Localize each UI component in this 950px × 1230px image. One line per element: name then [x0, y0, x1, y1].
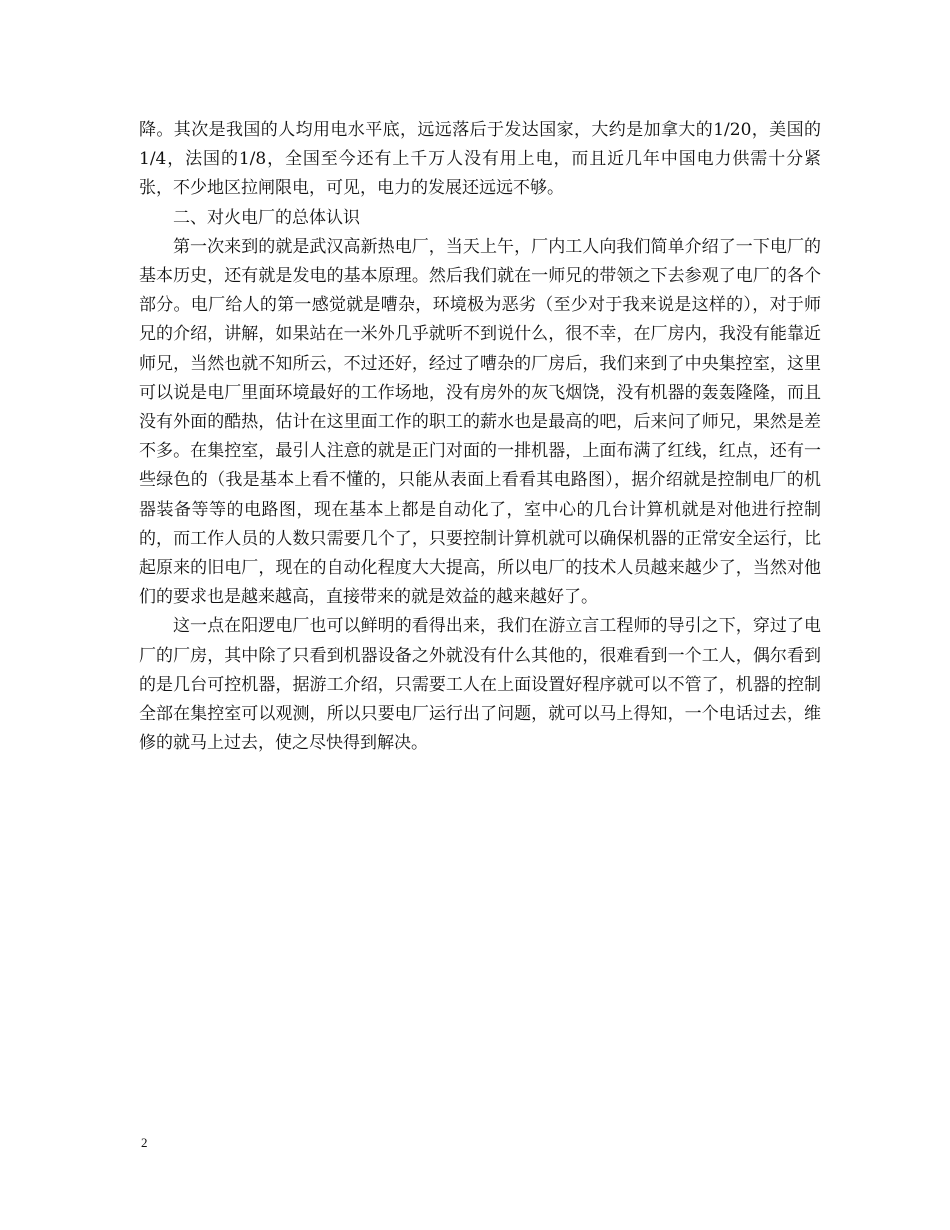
page-number: 2: [141, 1135, 148, 1150]
section-heading-thermal-plant: 二、对火电厂的总体认识: [173, 207, 360, 228]
paragraph-wuhan-plant-visit: 第一次来到的就是武汉高新热电厂，当天上午，厂内工人向我们简单介绍了一下电厂的基本历史，还有就是发电的基本原理。然后我们就在一师兄的带领之下去参观了电厂的各个部分。电厂给人的第一感觉就是嘈杂，环境极为恶劣（至少对于我来说是这样的），对于师兄的介绍，讲解，如果站在一米外几乎就听不到说什么，很不幸，在厂房内，我没有能靠近师兄，当然也就不知所云，不过还好，经过了嘈杂的厂房后，我们来到了中央集控室，这里可以说是电厂里面环境最好的工作场地，没有房外的灰飞烟饶，没有机器的轰轰隆隆，而且没有外面的酷热，估计在这里面工作的职工的薪水也是最高的吧，后来问了师兄，果然是差不多。在集控室，最引人注意的就是正门对面的一排机器，上面布满了红线，红点，还有一些绿色的（我是基本上看不懂的，只能从表面上看看其电路图），据介绍就是控制电厂的机器装备等等的电路图，现在基本上都是自动化了，室中心的几台计算机就是对他进行控制的，而工作人员的人数只需要几个了，只要控制计算机就可以确保机器的正常安全运行，比起原来的旧电厂，现在的自动化程度大大提高，所以电厂的技术人员越来越少了，当然对他们的要求也是越来越高，直接带来的就是效益的越来越好了。: [139, 236, 821, 608]
paragraph-yangluo-plant: 这一点在阳逻电厂也可以鲜明的看得出来，我们在游立言工程师的导引之下，穿过了电厂的厂房，其中除了只看到机器设备之外就没有什么其他的，很难看到一个工人，偶尔看到的是几台可控机器，据游工介绍，只需要工人在上面设置好程序就可以不管了，机器的控制全部在集控室可以观测，所以只要电厂运行出了问题，就可以马上得知，一个电话过去，维修的就马上过去，使之尽快得到解决。: [139, 616, 821, 754]
document-body: [139, 116, 821, 758]
paragraph-electricity-level: 降。其次是我国的人均用电水平底，远远落后于发达国家，大约是加拿大的1/20，美国的1/4，法国的1/8，全国至今还有上千万人没有用上电，而且近几年中国电力供需十分紧张，不少地区拉闸限电，可见，电力的发展还远远不够。: [139, 120, 821, 199]
